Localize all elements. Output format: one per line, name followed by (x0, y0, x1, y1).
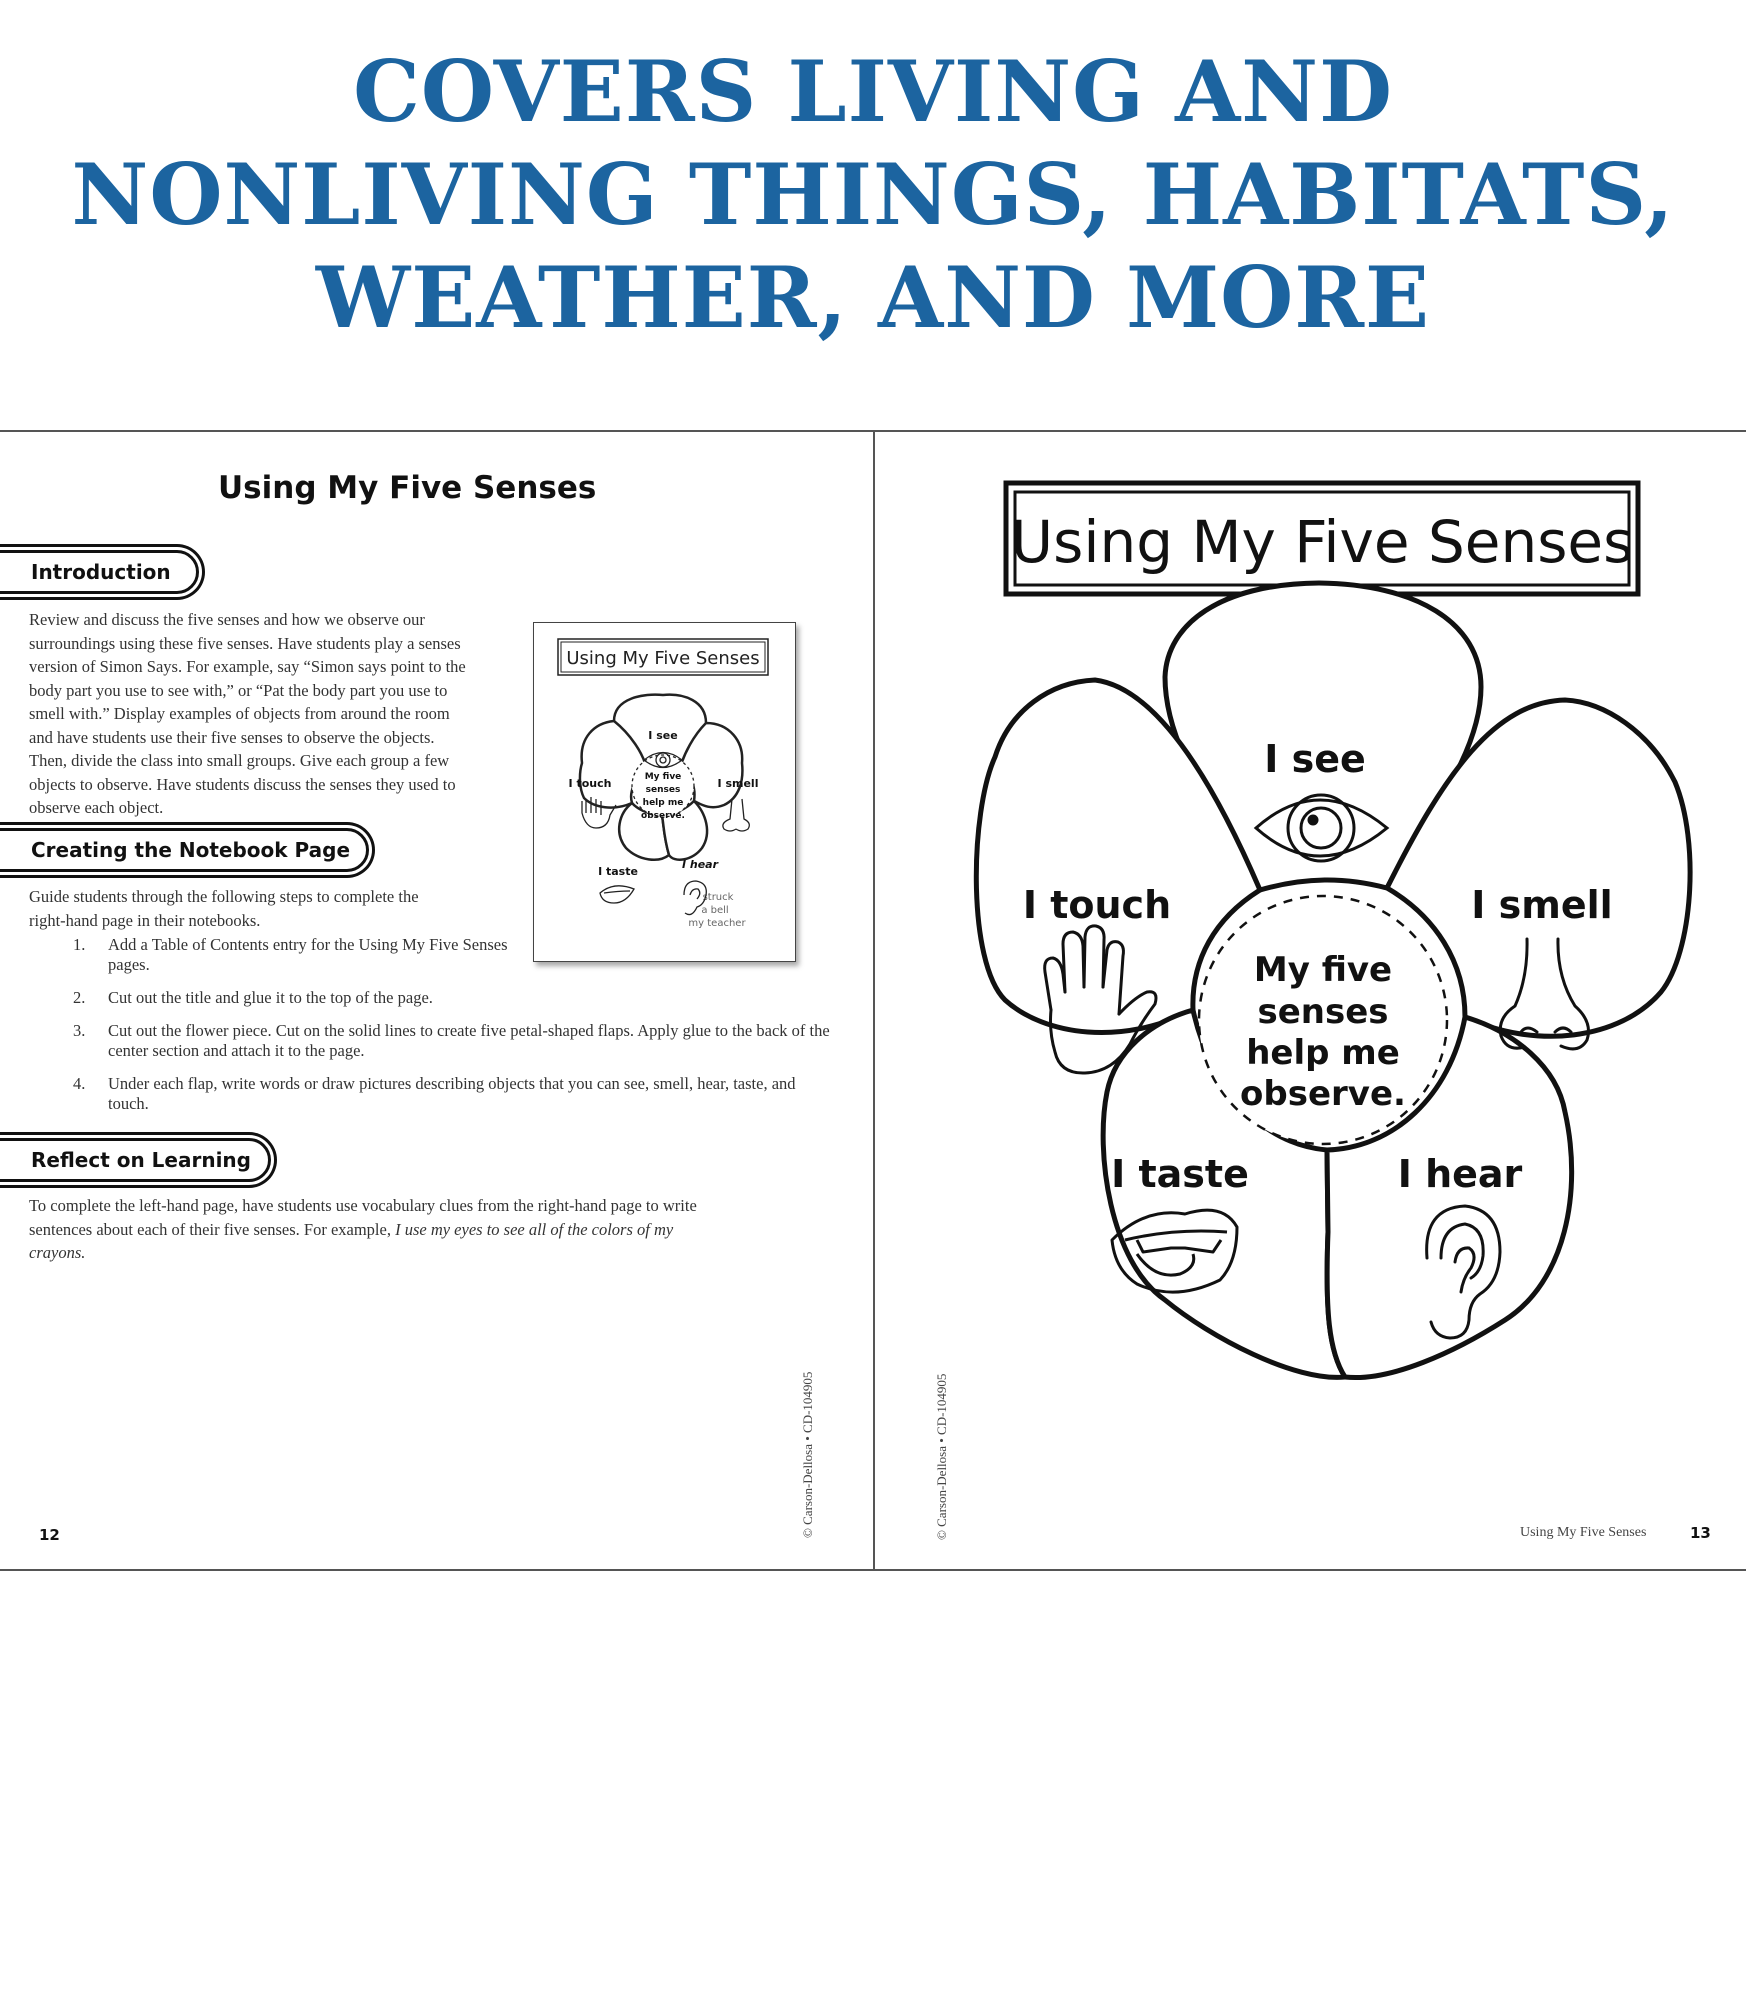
intro-line: objects to observe. Have students discuss the senses they used to (29, 774, 456, 794)
reflect-text (29, 1194, 697, 1265)
intro-line: smell with.” Display examples of objects from around the room (29, 704, 450, 723)
step-text: Cut out the flower piece. Cut on the solid lines to create five petal-shaped flaps. Apply glue to the back of the center section and attach it to the page. (108, 1021, 830, 1060)
title-frame (1006, 483, 1638, 594)
thumbnail-center-line: senses (645, 785, 681, 795)
right-page-title: Using My Five Senses (1010, 508, 1634, 576)
intro-line: observe each object. (29, 798, 164, 817)
step-text: Under each flap, write words or draw pictures describing objects that you can see, smell, hear, taste, and touch. (108, 1074, 796, 1113)
thumbnail-hear-label: I hear (681, 858, 719, 871)
touch-label: I touch (1022, 883, 1172, 927)
notebook-page-thumbnail (533, 622, 796, 962)
right-copyright: © Carson-Dellosa • CD-104905 (934, 1373, 949, 1540)
step-number: 3. (73, 1021, 86, 1040)
intro-line: and have students use their five senses to observe the objects. (29, 727, 435, 747)
notebook-intro-text (29, 885, 419, 932)
hero-line-2: NONLIVING THINGS, HABITATS, (71, 145, 1675, 244)
step-text: Add a Table of Contents entry for the Using My Five Senses pages. (108, 935, 508, 974)
center-line: help me (1246, 1033, 1400, 1073)
hero-heading (0, 40, 1746, 349)
thumbnail-handwriting: struck (702, 892, 734, 903)
reflect-line (29, 1218, 697, 1242)
reflect-heading: Reflect on Learning (0, 1138, 271, 1182)
intro-line: Review and discuss the five senses and how we observe our (29, 610, 425, 629)
thumbnail-center-line: observe. (641, 811, 685, 821)
center-line: My five (1253, 950, 1393, 990)
intro-line: Then, divide the class into small groups. Give each group a few (29, 751, 450, 770)
list-item (29, 1074, 808, 1114)
see-label: I see (1264, 737, 1366, 781)
center-line: observe. (1240, 1074, 1406, 1114)
thumbnail-touch-label: I touch (568, 777, 612, 790)
step-number: 4. (73, 1074, 86, 1093)
footer-title: Using My Five Senses (1520, 1525, 1647, 1540)
step-number: 2. (73, 988, 86, 1007)
left-page-number: 12 (39, 1526, 60, 1544)
center-line: senses (1257, 992, 1389, 1032)
notebook-line: right-hand page in their notebooks. (29, 910, 261, 930)
notebook-line: Guide students through the following steps to complete the (29, 887, 419, 906)
book-spread (0, 430, 1746, 1571)
hero-line-3: WEATHER, AND MORE (315, 248, 1431, 347)
left-page-title: Using My Five Senses (218, 470, 597, 506)
intro-line: version of Simon Says. For example, say “Simon says point to the (29, 657, 466, 676)
thumbnail-see-label: I see (648, 729, 678, 742)
thumbnail-smell-label: I smell (717, 777, 759, 790)
thumbnail-handwriting: a bell (701, 905, 729, 916)
thumbnail-mouth-icon (600, 886, 634, 903)
steps-list (29, 935, 833, 1127)
thumbnail-drawing (534, 623, 795, 961)
hear-label: I hear (1397, 1152, 1523, 1196)
notebook-heading: Creating the Notebook Page (0, 828, 369, 872)
taste-label: I taste (1111, 1152, 1249, 1196)
list-item (29, 988, 828, 1008)
thumbnail-center-line: My five (644, 772, 682, 782)
thumbnail-handwriting: my teacher (688, 918, 746, 929)
intro-line: body part you use to see with,” or “Pat the body part you use to (29, 680, 448, 700)
step-number: 1. (73, 935, 86, 954)
list-item (29, 935, 538, 975)
left-copyright: © Carson-Dellosa • CD-104905 (800, 1371, 815, 1538)
smell-label: I smell (1471, 883, 1613, 927)
thumbnail-taste-label: I taste (598, 865, 638, 878)
introduction-text (29, 608, 466, 820)
intro-line: surroundings using these five senses. Have students play a senses (29, 633, 461, 653)
introduction-heading: Introduction (0, 550, 199, 594)
hero-line-1: COVERS LIVING AND (353, 42, 1393, 141)
reflect-line: To complete the left-hand page, have students use vocabulary clues from the right-hand page to write (29, 1196, 697, 1215)
reflect-example-end: crayons. (29, 1243, 86, 1262)
right-page-drawing (875, 432, 1746, 1569)
reflect-line (29, 1241, 697, 1265)
reflect-example: I use my eyes to see all of the colors of my (395, 1219, 674, 1239)
thumbnail-center-line: help me (642, 798, 684, 808)
step-text: Cut out the title and glue it to the top of the page. (108, 988, 433, 1007)
right-page-number: 13 (1690, 1524, 1711, 1542)
list-item (29, 1021, 833, 1061)
reflect-line-prefix: sentences about each of their five senses. For example, (29, 1219, 396, 1239)
thumbnail-title: Using My Five Senses (566, 648, 760, 669)
